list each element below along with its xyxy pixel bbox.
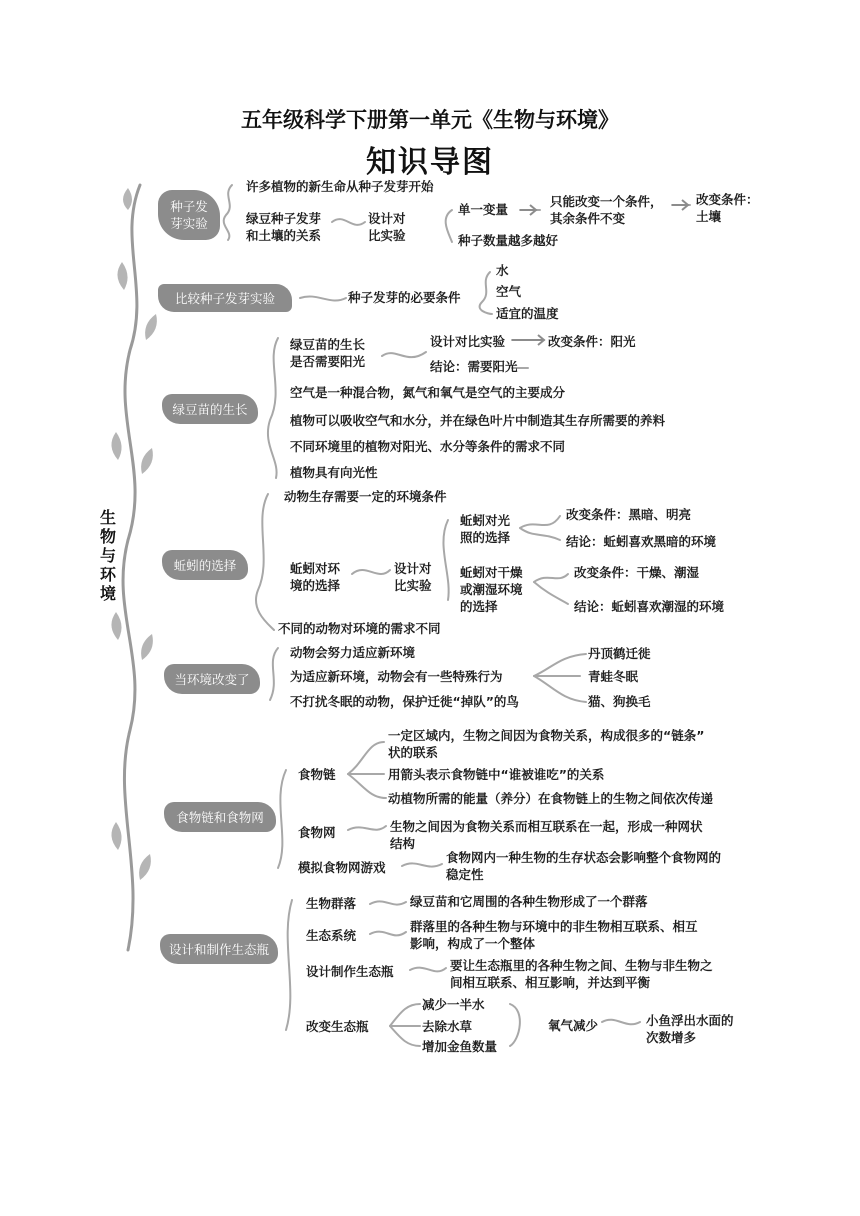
- root-topic: 生物与环境: [100, 508, 117, 603]
- worm-node: 蚯蚓对环 境的选择: [290, 561, 341, 593]
- worm-node: 蚯蚓对干燥 或潮湿环境 的选择: [460, 565, 523, 614]
- branch-food-chain-web: 食物链和食物网: [164, 802, 276, 832]
- branch-earthworm-choice: 蚯蚓的选择: [162, 550, 248, 580]
- eco-node: 改变生态瓶: [306, 1019, 369, 1034]
- seed-node: 单一变量: [458, 202, 509, 217]
- worm-node: 改变条件：干燥、潮湿: [574, 565, 700, 580]
- worm-node: 改变条件：黑暗、明亮: [566, 507, 692, 522]
- branch-compare-experiment: 比较种子发芽实验: [158, 284, 292, 312]
- eco-node: 生态系统: [306, 928, 357, 943]
- change-node: 不打扰冬眠的动物，保护迁徙“掉队”的鸟: [290, 694, 519, 709]
- sprout-node: 空气是一种混合物，氮气和氧气是空气的主要成分: [290, 385, 566, 400]
- eco-node: 去除水草: [422, 1019, 473, 1034]
- seed-node: 改变条件： 土壤: [696, 192, 759, 224]
- sprout-node: 植物具有向光性: [290, 465, 378, 480]
- food-node: 食物网内一种生物的生存状态会影响整个食物网的 稳定性: [446, 850, 722, 882]
- eco-node: 增加金鱼数量: [422, 1039, 498, 1054]
- eco-node: 绿豆苗和它周围的各种生物形成了一个群落: [410, 894, 648, 909]
- worm-node: 设计对 比实验: [394, 561, 432, 593]
- worm-node: 不同的动物对环境的需求不同: [278, 621, 441, 636]
- eco-node: 设计制作生态瓶: [306, 964, 394, 979]
- sprout-node: 设计对比实验: [430, 334, 506, 349]
- seed-node: 绿豆种子发芽 和土壤的关系: [246, 211, 322, 243]
- eco-node: 氧气减少: [548, 1018, 599, 1033]
- worm-node: 结论：蚯蚓喜欢黑暗的环境: [566, 534, 717, 549]
- food-node: 生物之间因为食物关系而相互联系在一起，形成一种网状 结构: [390, 819, 703, 851]
- seed-node: 种子数量越多越好: [458, 233, 559, 248]
- page-title: 五年级科学下册第一单元《生物与环境》: [241, 108, 619, 132]
- branch-sprout-growth: 绿豆苗的生长: [162, 394, 258, 424]
- eco-node: 减少一半水: [422, 997, 485, 1012]
- branch-seed-experiment: 种子发 芽实验: [158, 190, 220, 240]
- change-node: 猫、狗换毛: [588, 694, 651, 709]
- seed-node: 只能改变一个条件， 其余条件不变: [550, 194, 663, 226]
- food-node: 食物网: [298, 825, 336, 840]
- sprout-node: 植物可以吸收空气和水分，并在绿色叶片中制造其生存所需要的养料: [290, 413, 666, 428]
- food-node: 食物链: [298, 767, 336, 782]
- food-node: 模拟食物网游戏: [298, 860, 386, 875]
- change-node: 青蛙冬眠: [588, 669, 639, 684]
- sprout-node: 绿豆苗的生长 是否需要阳光: [290, 337, 366, 369]
- sprout-node: 不同环境里的植物对阳光、水分等条件的需求不同: [290, 439, 566, 454]
- seed-node: 设计对 比实验: [368, 211, 406, 243]
- food-node: 一定区域内，生物之间因为食物关系，构成很多的“链条” 状的联系: [388, 728, 705, 760]
- eco-node: 生物群落: [306, 896, 357, 911]
- branch-eco-bottle: 设计和制作生态瓶: [160, 934, 278, 964]
- change-node: 为适应新环境，动物会有一些特殊行为: [290, 669, 503, 684]
- change-node: 丹顶鹤迁徙: [588, 646, 651, 661]
- worm-node: 蚯蚓对光 照的选择: [460, 513, 511, 545]
- compare-node: 适宜的温度: [496, 306, 559, 321]
- eco-node: 要让生态瓶里的各种生物之间、生物与非生物之 间相互联系、相互影响，并达到平衡: [450, 958, 713, 990]
- eco-node: 小鱼浮出水面的 次数增多: [646, 1013, 734, 1045]
- worm-node: 结论：蚯蚓喜欢潮湿的环境: [574, 599, 725, 614]
- branch-environment-change: 当环境改变了: [164, 664, 260, 694]
- eco-node: 群落里的各种生物与环境中的非生物相互联系、相互 影响，构成了一个整体: [410, 919, 698, 951]
- compare-node: 空气: [496, 284, 522, 299]
- page-subtitle: 知识导图: [366, 145, 494, 180]
- sprout-node: 改变条件：阳光: [548, 334, 636, 349]
- change-node: 动物会努力适应新环境: [290, 645, 416, 660]
- sprout-node: 结论：需要阳光: [430, 359, 518, 374]
- compare-node: 种子发芽的必要条件: [348, 290, 461, 305]
- food-node: 用箭头表示食物链中“谁被谁吃”的关系: [388, 767, 605, 782]
- compare-node: 水: [496, 263, 509, 278]
- seed-node: 许多植物的新生命从种子发芽开始: [246, 179, 434, 194]
- worm-node: 动物生存需要一定的环境条件: [284, 489, 447, 504]
- food-node: 动植物所需的能量（养分）在食物链上的生物之间依次传递: [388, 791, 714, 806]
